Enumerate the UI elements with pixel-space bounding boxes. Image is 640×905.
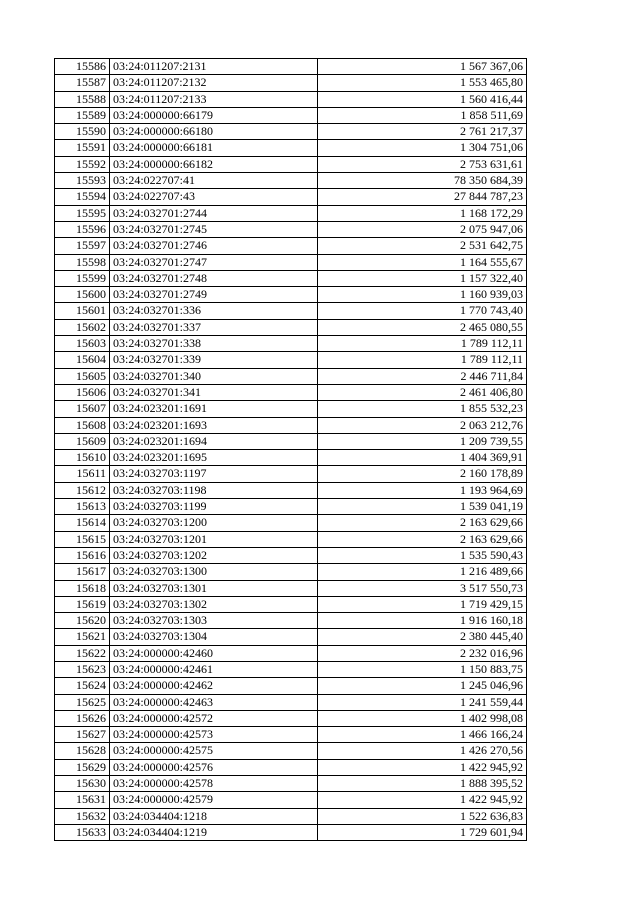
- cadastral-value-cell: 1 157 322,40: [318, 270, 527, 286]
- table-row: [55, 645, 527, 661]
- row-number-cell: 15631: [55, 792, 110, 808]
- cadastral-number-cell: 03:24:032703:1300: [110, 564, 318, 580]
- cadastral-value-cell: 2 232 016,96: [318, 645, 527, 661]
- cadastral-value-cell: 1 193 964,69: [318, 482, 527, 498]
- cadastral-value-cell: 1 422 945,92: [318, 792, 527, 808]
- row-number-cell: 15617: [55, 564, 110, 580]
- cadastral-number-cell: 03:24:032703:1202: [110, 547, 318, 563]
- row-number-cell: 15612: [55, 482, 110, 498]
- cadastral-number-cell: 03:24:032703:1304: [110, 629, 318, 645]
- cadastral-number-cell: 03:24:000000:66179: [110, 107, 318, 123]
- cadastral-number-cell: 03:24:000000:42461: [110, 661, 318, 677]
- cadastral-value-cell: 1 553 465,80: [318, 75, 527, 91]
- registry-table-body: [55, 59, 527, 841]
- row-number-cell: 15601: [55, 303, 110, 319]
- table-row: [55, 75, 527, 91]
- row-number-cell: 15602: [55, 319, 110, 335]
- cadastral-number-cell: 03:24:000000:42579: [110, 792, 318, 808]
- table-row: [55, 661, 527, 677]
- row-number-cell: 15608: [55, 417, 110, 433]
- table-row: [55, 694, 527, 710]
- cadastral-value-cell: 2 761 217,37: [318, 124, 527, 140]
- cadastral-value-cell: 1 168 172,29: [318, 205, 527, 221]
- cadastral-number-cell: 03:24:011207:2131: [110, 59, 318, 75]
- table-row: [55, 808, 527, 824]
- cadastral-value-cell: 1 789 112,11: [318, 336, 527, 352]
- cadastral-value-cell: 1 855 532,23: [318, 401, 527, 417]
- cadastral-value-cell: 1 539 041,19: [318, 499, 527, 515]
- row-number-cell: 15589: [55, 107, 110, 123]
- row-number-cell: 15618: [55, 580, 110, 596]
- row-number-cell: 15623: [55, 661, 110, 677]
- cadastral-number-cell: 03:24:032701:338: [110, 336, 318, 352]
- table-row: [55, 221, 527, 237]
- cadastral-value-cell: 1 209 739,55: [318, 433, 527, 449]
- row-number-cell: 15629: [55, 759, 110, 775]
- table-row: [55, 759, 527, 775]
- table-row: [55, 515, 527, 531]
- row-number-cell: 15593: [55, 173, 110, 189]
- table-row: [55, 336, 527, 352]
- table-row: [55, 613, 527, 629]
- cadastral-value-cell: 1 522 636,83: [318, 808, 527, 824]
- cadastral-number-cell: 03:24:000000:42576: [110, 759, 318, 775]
- table-row: [55, 173, 527, 189]
- table-row: [55, 743, 527, 759]
- cadastral-value-cell: 1 404 369,91: [318, 450, 527, 466]
- row-number-cell: 15597: [55, 238, 110, 254]
- document-page: [54, 58, 526, 841]
- cadastral-value-cell: 1 304 751,06: [318, 140, 527, 156]
- row-number-cell: 15607: [55, 401, 110, 417]
- row-number-cell: 15592: [55, 156, 110, 172]
- row-number-cell: 15594: [55, 189, 110, 205]
- cadastral-number-cell: 03:24:000000:42573: [110, 727, 318, 743]
- cadastral-number-cell: 03:24:000000:66182: [110, 156, 318, 172]
- table-row: [55, 678, 527, 694]
- row-number-cell: 15620: [55, 613, 110, 629]
- cadastral-number-cell: 03:24:034404:1218: [110, 808, 318, 824]
- table-row: [55, 482, 527, 498]
- cadastral-value-cell: 3 517 550,73: [318, 580, 527, 596]
- cadastral-value-cell: 1 719 429,15: [318, 596, 527, 612]
- cadastral-number-cell: 03:24:032703:1200: [110, 515, 318, 531]
- table-row: [55, 368, 527, 384]
- table-row: [55, 384, 527, 400]
- row-number-cell: 15613: [55, 499, 110, 515]
- row-number-cell: 15605: [55, 368, 110, 384]
- cadastral-value-cell: 2 075 947,06: [318, 221, 527, 237]
- cadastral-number-cell: 03:24:011207:2133: [110, 91, 318, 107]
- row-number-cell: 15587: [55, 75, 110, 91]
- cadastral-number-cell: 03:24:032703:1199: [110, 499, 318, 515]
- table-row: [55, 564, 527, 580]
- row-number-cell: 15630: [55, 776, 110, 792]
- cadastral-value-cell: 1 789 112,11: [318, 352, 527, 368]
- cadastral-number-cell: 03:24:032703:1198: [110, 482, 318, 498]
- cadastral-number-cell: 03:24:032703:1302: [110, 596, 318, 612]
- table-row: [55, 727, 527, 743]
- row-number-cell: 15633: [55, 824, 110, 840]
- cadastral-number-cell: 03:24:000000:42460: [110, 645, 318, 661]
- row-number-cell: 15626: [55, 710, 110, 726]
- cadastral-value-cell: 1 402 998,08: [318, 710, 527, 726]
- cadastral-value-cell: 78 350 684,39: [318, 173, 527, 189]
- row-number-cell: 15598: [55, 254, 110, 270]
- cadastral-value-cell: 1 150 883,75: [318, 661, 527, 677]
- cadastral-value-cell: 1 567 367,06: [318, 59, 527, 75]
- registry-table: [54, 58, 527, 841]
- cadastral-value-cell: 1 426 270,56: [318, 743, 527, 759]
- table-row: [55, 303, 527, 319]
- row-number-cell: 15588: [55, 91, 110, 107]
- cadastral-number-cell: 03:24:032701:336: [110, 303, 318, 319]
- table-row: [55, 710, 527, 726]
- table-row: [55, 156, 527, 172]
- cadastral-value-cell: 1 241 559,44: [318, 694, 527, 710]
- table-row: [55, 450, 527, 466]
- table-row: [55, 352, 527, 368]
- cadastral-value-cell: 1 216 489,66: [318, 564, 527, 580]
- row-number-cell: 15628: [55, 743, 110, 759]
- cadastral-value-cell: 2 446 711,84: [318, 368, 527, 384]
- cadastral-number-cell: 03:24:023201:1695: [110, 450, 318, 466]
- cadastral-number-cell: 03:24:022707:43: [110, 189, 318, 205]
- cadastral-number-cell: 03:24:032701:341: [110, 384, 318, 400]
- table-row: [55, 124, 527, 140]
- table-row: [55, 238, 527, 254]
- cadastral-number-cell: 03:24:032701:2746: [110, 238, 318, 254]
- row-number-cell: 15619: [55, 596, 110, 612]
- row-number-cell: 15632: [55, 808, 110, 824]
- table-row: [55, 580, 527, 596]
- cadastral-value-cell: 2 531 642,75: [318, 238, 527, 254]
- table-row: [55, 254, 527, 270]
- cadastral-value-cell: 1 160 939,03: [318, 287, 527, 303]
- table-row: [55, 59, 527, 75]
- cadastral-number-cell: 03:24:023201:1694: [110, 433, 318, 449]
- table-row: [55, 466, 527, 482]
- table-row: [55, 270, 527, 286]
- cadastral-value-cell: 1 729 601,94: [318, 824, 527, 840]
- table-row: [55, 107, 527, 123]
- cadastral-number-cell: 03:24:032701:2748: [110, 270, 318, 286]
- cadastral-number-cell: 03:24:032701:339: [110, 352, 318, 368]
- table-row: [55, 531, 527, 547]
- cadastral-value-cell: 2 465 080,55: [318, 319, 527, 335]
- cadastral-value-cell: 1 560 416,44: [318, 91, 527, 107]
- cadastral-number-cell: 03:24:032701:2744: [110, 205, 318, 221]
- cadastral-number-cell: 03:24:034404:1219: [110, 824, 318, 840]
- cadastral-value-cell: 1 888 395,52: [318, 776, 527, 792]
- cadastral-value-cell: 1 466 166,24: [318, 727, 527, 743]
- table-row: [55, 91, 527, 107]
- table-row: [55, 140, 527, 156]
- table-row: [55, 205, 527, 221]
- cadastral-value-cell: 2 380 445,40: [318, 629, 527, 645]
- row-number-cell: 15609: [55, 433, 110, 449]
- cadastral-value-cell: 2 753 631,61: [318, 156, 527, 172]
- row-number-cell: 15614: [55, 515, 110, 531]
- row-number-cell: 15604: [55, 352, 110, 368]
- row-number-cell: 15627: [55, 727, 110, 743]
- row-number-cell: 15610: [55, 450, 110, 466]
- table-row: [55, 629, 527, 645]
- row-number-cell: 15590: [55, 124, 110, 140]
- cadastral-number-cell: 03:24:023201:1693: [110, 417, 318, 433]
- cadastral-number-cell: 03:24:032701:2749: [110, 287, 318, 303]
- cadastral-number-cell: 03:24:000000:42572: [110, 710, 318, 726]
- cadastral-value-cell: 1 858 511,69: [318, 107, 527, 123]
- row-number-cell: 15595: [55, 205, 110, 221]
- row-number-cell: 15615: [55, 531, 110, 547]
- cadastral-number-cell: 03:24:032701:2747: [110, 254, 318, 270]
- cadastral-number-cell: 03:24:000000:42463: [110, 694, 318, 710]
- cadastral-number-cell: 03:24:022707:41: [110, 173, 318, 189]
- row-number-cell: 15616: [55, 547, 110, 563]
- table-row: [55, 401, 527, 417]
- cadastral-number-cell: 03:24:032703:1197: [110, 466, 318, 482]
- cadastral-number-cell: 03:24:023201:1691: [110, 401, 318, 417]
- cadastral-value-cell: 1 916 160,18: [318, 613, 527, 629]
- row-number-cell: 15603: [55, 336, 110, 352]
- row-number-cell: 15611: [55, 466, 110, 482]
- cadastral-value-cell: 2 163 629,66: [318, 515, 527, 531]
- table-row: [55, 596, 527, 612]
- cadastral-value-cell: 1 245 046,96: [318, 678, 527, 694]
- cadastral-number-cell: 03:24:000000:42462: [110, 678, 318, 694]
- row-number-cell: 15600: [55, 287, 110, 303]
- row-number-cell: 15599: [55, 270, 110, 286]
- row-number-cell: 15624: [55, 678, 110, 694]
- row-number-cell: 15625: [55, 694, 110, 710]
- table-row: [55, 433, 527, 449]
- cadastral-value-cell: 2 461 406,80: [318, 384, 527, 400]
- cadastral-value-cell: 1 164 555,67: [318, 254, 527, 270]
- table-row: [55, 824, 527, 840]
- cadastral-number-cell: 03:24:000000:42578: [110, 776, 318, 792]
- cadastral-number-cell: 03:24:000000:42575: [110, 743, 318, 759]
- cadastral-number-cell: 03:24:011207:2132: [110, 75, 318, 91]
- table-row: [55, 776, 527, 792]
- cadastral-value-cell: 1 770 743,40: [318, 303, 527, 319]
- table-row: [55, 417, 527, 433]
- table-row: [55, 547, 527, 563]
- cadastral-number-cell: 03:24:000000:66180: [110, 124, 318, 140]
- row-number-cell: 15621: [55, 629, 110, 645]
- cadastral-value-cell: 2 063 212,76: [318, 417, 527, 433]
- cadastral-number-cell: 03:24:032703:1301: [110, 580, 318, 596]
- table-row: [55, 792, 527, 808]
- row-number-cell: 15606: [55, 384, 110, 400]
- row-number-cell: 15591: [55, 140, 110, 156]
- cadastral-number-cell: 03:24:000000:66181: [110, 140, 318, 156]
- row-number-cell: 15622: [55, 645, 110, 661]
- row-number-cell: 15586: [55, 59, 110, 75]
- row-number-cell: 15596: [55, 221, 110, 237]
- cadastral-number-cell: 03:24:032701:337: [110, 319, 318, 335]
- cadastral-number-cell: 03:24:032703:1303: [110, 613, 318, 629]
- cadastral-value-cell: 2 163 629,66: [318, 531, 527, 547]
- cadastral-value-cell: 1 535 590,43: [318, 547, 527, 563]
- cadastral-number-cell: 03:24:032703:1201: [110, 531, 318, 547]
- table-row: [55, 189, 527, 205]
- table-row: [55, 499, 527, 515]
- cadastral-number-cell: 03:24:032701:340: [110, 368, 318, 384]
- cadastral-value-cell: 27 844 787,23: [318, 189, 527, 205]
- cadastral-value-cell: 1 422 945,92: [318, 759, 527, 775]
- cadastral-number-cell: 03:24:032701:2745: [110, 221, 318, 237]
- cadastral-value-cell: 2 160 178,89: [318, 466, 527, 482]
- table-row: [55, 319, 527, 335]
- table-row: [55, 287, 527, 303]
